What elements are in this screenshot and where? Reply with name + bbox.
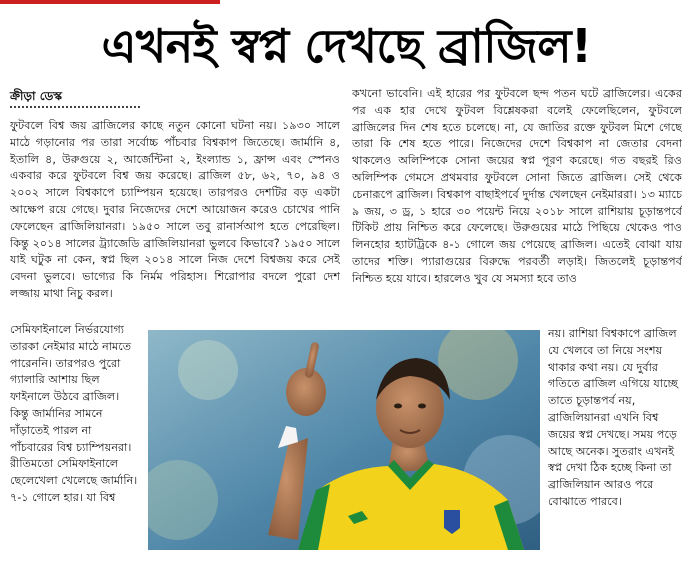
player-photo	[148, 330, 540, 550]
article-column-right: কখনো ভাবেনি। এই হারের পর ফুটবলে ছন্দ পতন ঘটে ব্রাজিলের। একের পর এক হার দেখে ফুটবল বিশ্লেষকরা বলেই ফেলেছিলেন, ফুটবলে ব্রাজিলের দিন শেষ হতে চলেছে। না, যে জাতির রক্তে ফুটবল মিশে গেছে তারা কি শেষ হতে পারে। নিজেদের দেশে বিশ্বকাপ না জেতার বেদনা থাকলেও অলিম্পিকে সোনা জয়ের স্বপ্ন পূরণ করেছে। গত বছরই রিও অলিম্পিক গেমসে প্রথমবার ফুটবলে সোনা জিতে ব্রাজিল। সেই থেকে চেনারূপে ব্রাজিল। বিশ্বকাপ বাছাইপর্বে দুর্দান্ত খেলছেন নেইমাররা। ১৩ ম্যাচে ৯ জয়, ৩ ড্র, ১ হারে ৩০ পয়েন্ট নিয়ে ২০১৮ সালে রাশিয়ায় চূড়ান্তপর্বে টিকিট প্রায় নিশ্চিত করে ফেলেছে। উরুগুয়ের মাঠে পিছিয়ে থেকেও পাও লিনহোর হ্যাটট্রিকে ৪-১ গোলে জয় পেয়েছে ব্রাজিল। এতেই বোঝা যায় তাদের শক্তি। প্যারাগুয়ের বিরুদ্ধে পরবর্তী লড়াই। জিতলেই চূড়ান্তপর্ব নিশ্চিত হয়ে যাবে। হারলেও খুব যে সমস্যা হবে তাও	[352, 87, 682, 285]
byline: ক্রীড়া ডেস্ক	[10, 86, 140, 108]
article-column-right-bottom: নয়। রাশিয়া বিশ্বকাপে ব্রাজিল যে খেলবে তা নিয়ে সংশয় থাকার কথা নয়। যে দুর্বার গতিতে ব্রাজিল এগিয়ে যাচ্ছে তাতে চূড়ান্তপর্ব নয়, ব্রাজিলিয়ানরা এখনি বিশ্ব জয়ের স্বপ্ন দেখছে। সময় পড়ে আছে অনেক। সুতরাং এখনই স্বপ্ন দেখা ঠিক হচ্ছে কিনা তা ব্রাজিলিয়ান আরও পরে বোঝাতে পারবে।	[548, 327, 679, 508]
headline: এখনই স্বপ্ন দেখছে ব্রাজিল!	[101, 19, 592, 73]
article-column-left: ফুটবলে বিশ্ব জয় ব্রাজিলের কাছে নতুন কোনো ঘটনা নয়। ১৯৩০ সালে মাঠে গড়ানোর পর তারা সর্বোচ্চ পাঁচবার বিশ্বকাপ জিতেছে। জার্মানি ৪, ইতালি ৪, উরুগুয়ে ২, আর্জেন্টিনা ২, ইংল্যান্ড ১, ফ্রান্স এবং স্পেনও একবার করে ফুটবলে বিশ্ব জয় করেছে। ব্রাজিল ৫৮, ৬২, ৭০, ৯৪ ও ২০০২ সালে বিশ্বকাপে চ্যাম্পিয়ন হয়েছে। তারপরও দেশটির বড় একটা আক্ষেপ রয়ে গেছে। দুবার নিজেদের দেশে আয়োজন করেও চোখের পানি ফেলেছেন ব্রাজিলিয়ানরা। ১৯৫০ সালে তবু রানার্সআপ হতে পেরেছিল। কিন্তু ২০১৪ সালের ট্র্যাজেডি ব্রাজিলিয়ানরা ভুলবে কিভাবে? ১৯৫০ সালে যাই ঘটুক না কেন, স্বপ্ন ছিল ২০১৪ সালে নিজ দেশে বিশ্বজয় করে সেই বেদনা ভুলবে। ভাগ্যের কি নির্মম পরিহাস। শিরোপার বদলে পুরো দেশ লজ্জায় মাথা নিচু করল।	[10, 119, 340, 300]
article-column-left-bottom: সেমিফাইনালে নির্ভরযোগ্য তারকা নেইমার মাঠে নামতে পারেননি। তারপরও পুরো গ্যালারি আশায় ছিল ফাইনালে উঠবে ব্রাজিল। কিন্তু জার্মানির সামনে দাঁড়াতেই পারল না পাঁচবারের বিশ্ব চ্যাম্পিয়নরা। রীতিমতো সেমিফাইনালে ছেলেখেলা খেলেছে জার্মানি। ৭-১ গোলে হার। যা বিশ্ব	[10, 323, 138, 504]
top-accent-rule	[0, 0, 220, 4]
